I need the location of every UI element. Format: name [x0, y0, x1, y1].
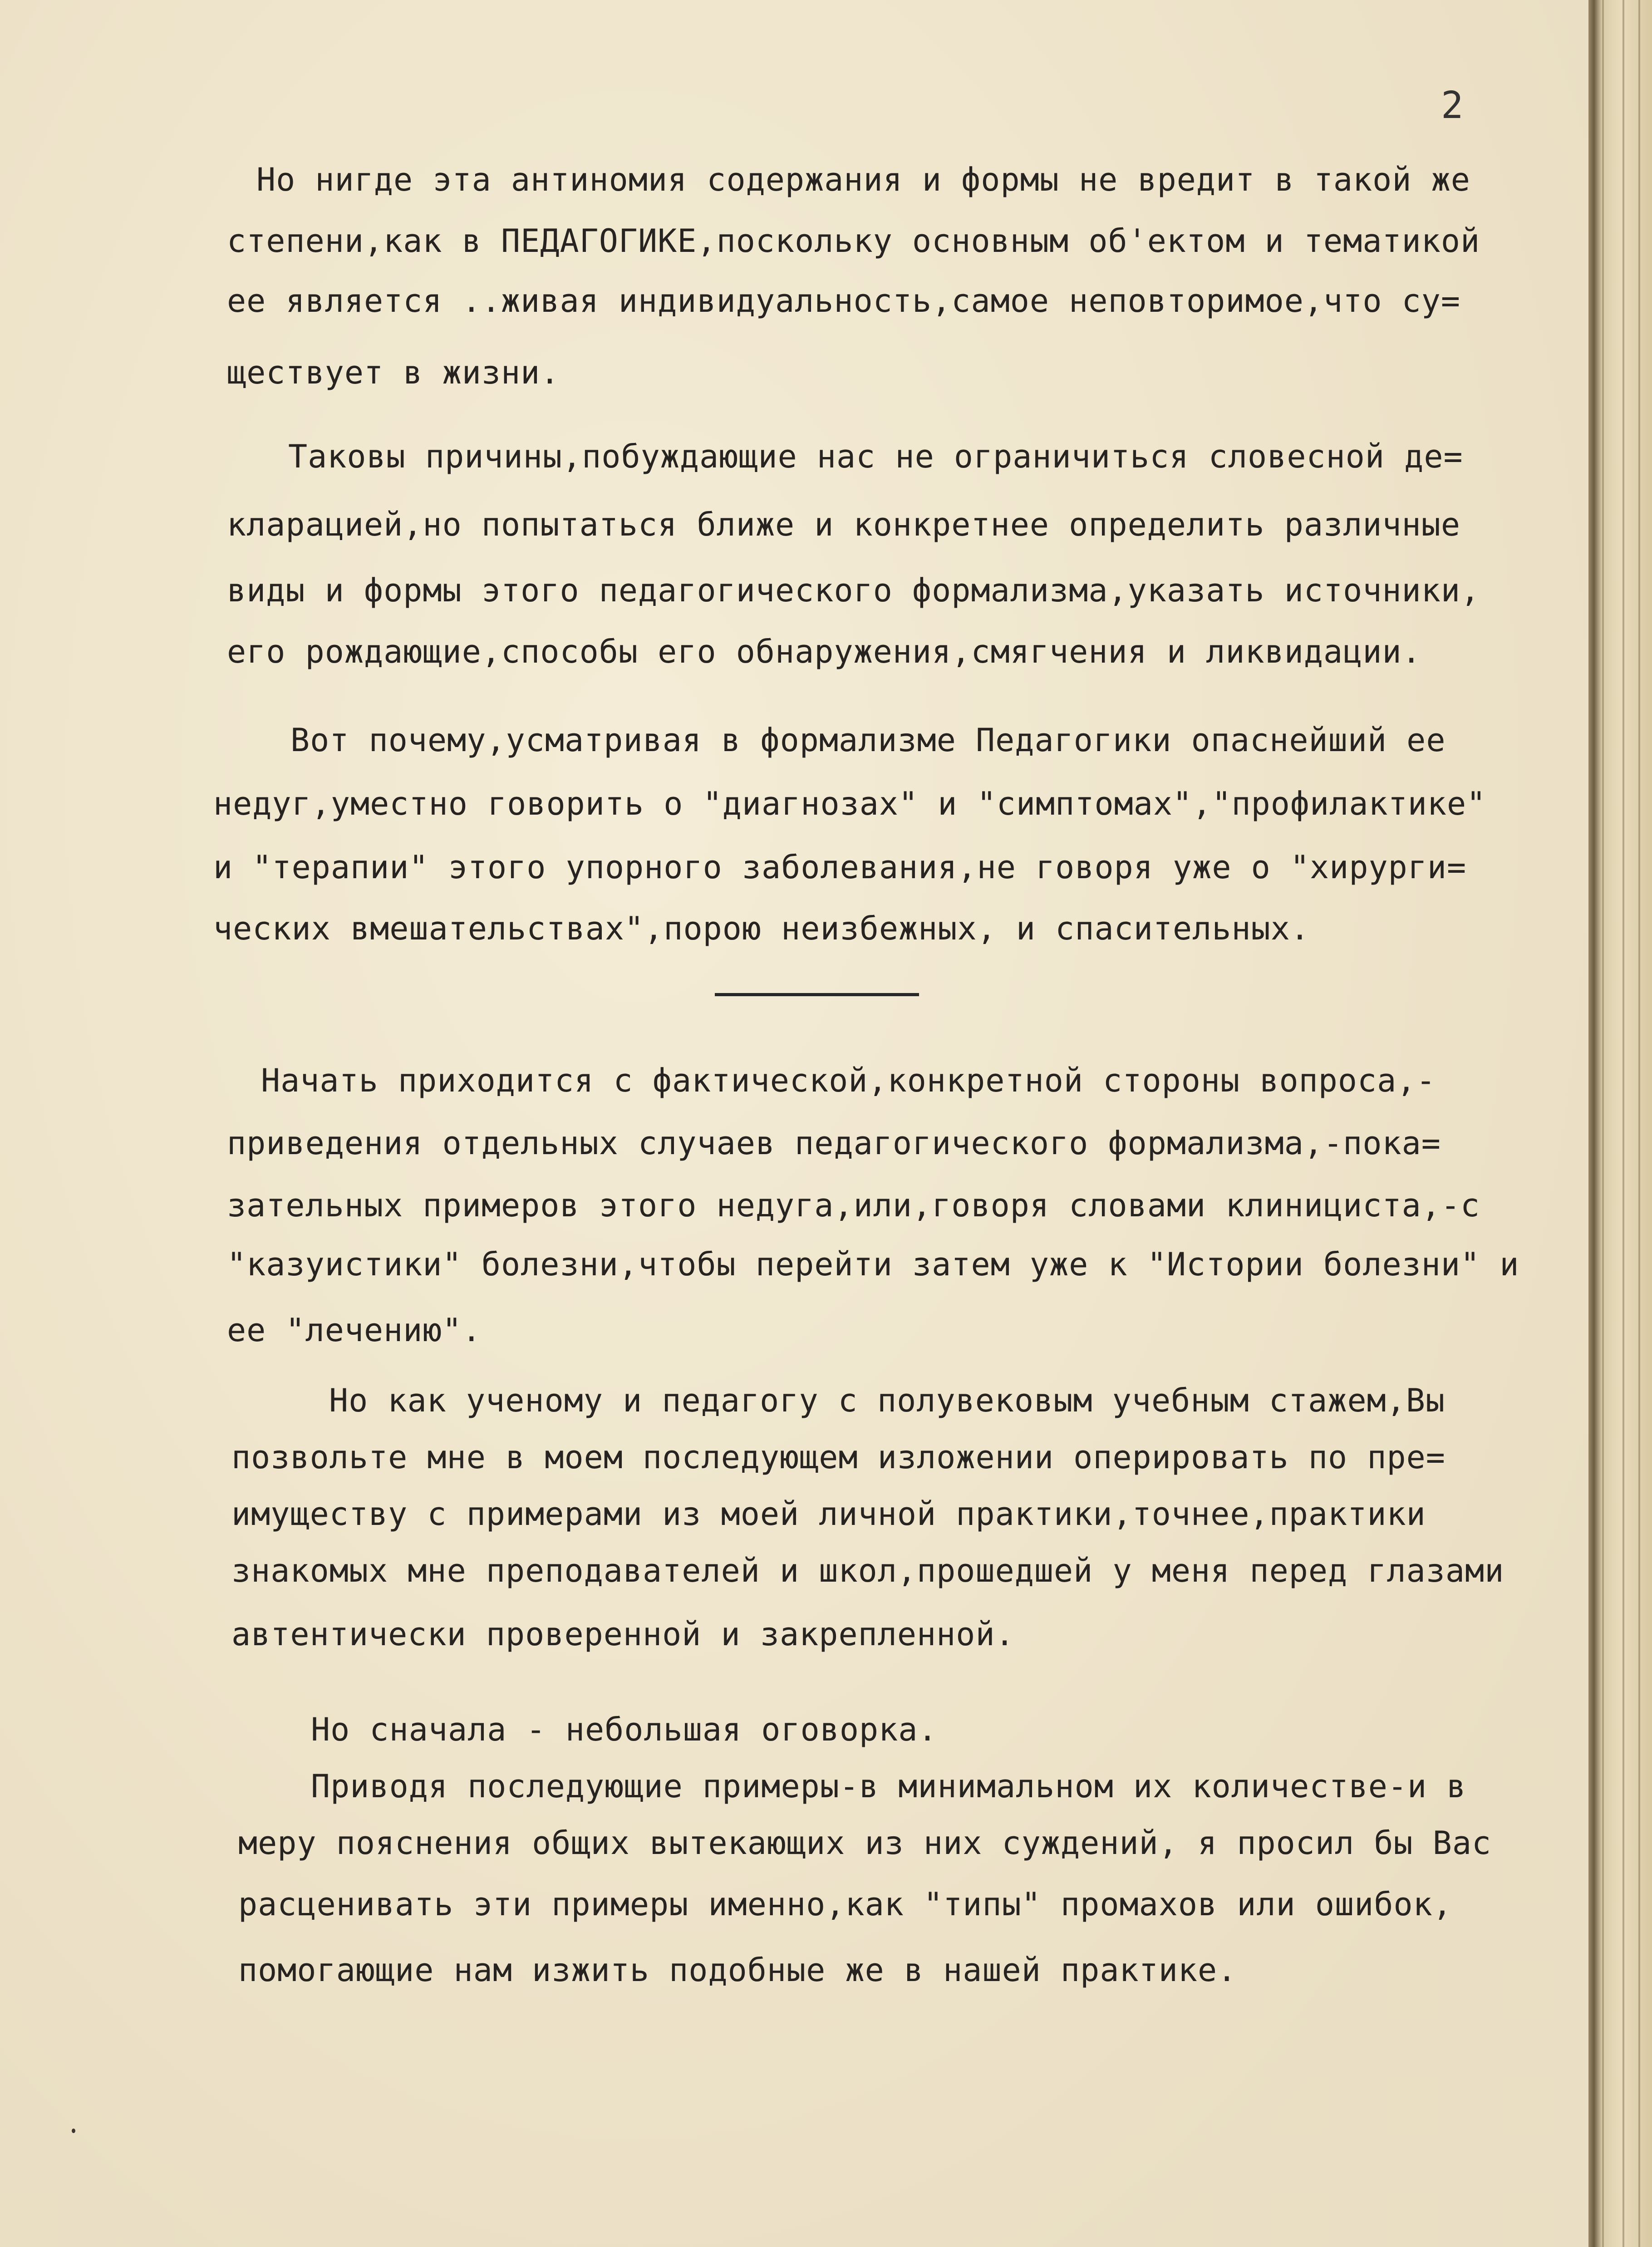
text-line: Таковы причины,побуждающие нас не ограничиться словесной де=	[288, 438, 1463, 475]
text-line: позвольте мне в моем последующем изложении оперировать по пре=	[231, 1439, 1446, 1476]
page-edge-line	[1602, 0, 1604, 2247]
ink-speck	[72, 2129, 75, 2133]
text-line: знакомых мне преподавателей и школ,прошедшей у меня перед глазами	[231, 1552, 1504, 1589]
section-divider	[715, 993, 919, 996]
text-line: "казуистики" болезни,чтобы перейти затем уже к "Истории болезни" и	[227, 1246, 1519, 1283]
text-line: зательных примеров этого недуга,или,говоря словами клинициста,-с	[227, 1187, 1480, 1224]
text-line: ее "лечению".	[227, 1312, 482, 1349]
text-line: Но как ученому и педагогу с полувековым учебным стажем,Вы	[329, 1382, 1446, 1419]
text-line: ческих вмешательствах",порою неизбежных, и спасительных.	[213, 910, 1310, 947]
page-number: 2	[1441, 84, 1464, 127]
text-line: его рождающие,способы его обнаружения,смягчения и ликвидации.	[227, 633, 1421, 670]
text-line: Приводя последующие примеры-в минимальном их количестве-и в	[311, 1768, 1466, 1805]
text-line: помогающие нам изжить подобные же в нашей практике.	[238, 1952, 1237, 1989]
text-line: ее является ..живая индивидуальность,самое неповторимое,что су=	[227, 282, 1461, 320]
text-line: Но сначала - небольшая оговорка.	[311, 1711, 938, 1748]
text-line: виды и формы этого педагогического формализма,указать источники,	[227, 572, 1480, 609]
text-line: автентически проверенной и закрепленной.	[231, 1616, 1015, 1653]
page-edge-line	[1622, 0, 1624, 2247]
text-line: имуществу с примерами из моей личной практики,точнее,практики	[231, 1495, 1426, 1533]
text-line: кларацией,но попытаться ближе и конкретнее определить различные	[227, 506, 1461, 543]
text-line: ществует в жизни.	[227, 354, 560, 391]
text-line: расценивать эти примеры именно,как "типы" промахов или ошибок,	[238, 1886, 1452, 1923]
text-line: приведения отдельных случаев педагогического формализма,-пока=	[227, 1125, 1441, 1162]
text-line: меру пояснения общих вытекающих из них суждений, я просил бы Вас	[238, 1824, 1492, 1862]
text-line: Но нигде эта антиномия содержания и формы не вредит в такой же	[256, 161, 1470, 198]
page-edge-shadow	[1588, 0, 1652, 2247]
text-line: и "терапии" этого упорного заболевания,не говоря уже о "хирурги=	[213, 849, 1467, 886]
text-line: недуг,уместно говорить о "диагнозах" и "симптомах","профилактике"	[213, 785, 1486, 822]
text-line: Начать приходится с фактической,конкретной стороны вопроса,-	[261, 1062, 1436, 1099]
page-edge-line	[1638, 0, 1640, 2247]
text-line: степени,как в ПЕДАГОГИКЕ,поскольку основным об'ектом и тематикой	[227, 222, 1480, 260]
text-line: Вот почему,усматривая в формализме Педагогики опаснейший ее	[290, 722, 1446, 759]
